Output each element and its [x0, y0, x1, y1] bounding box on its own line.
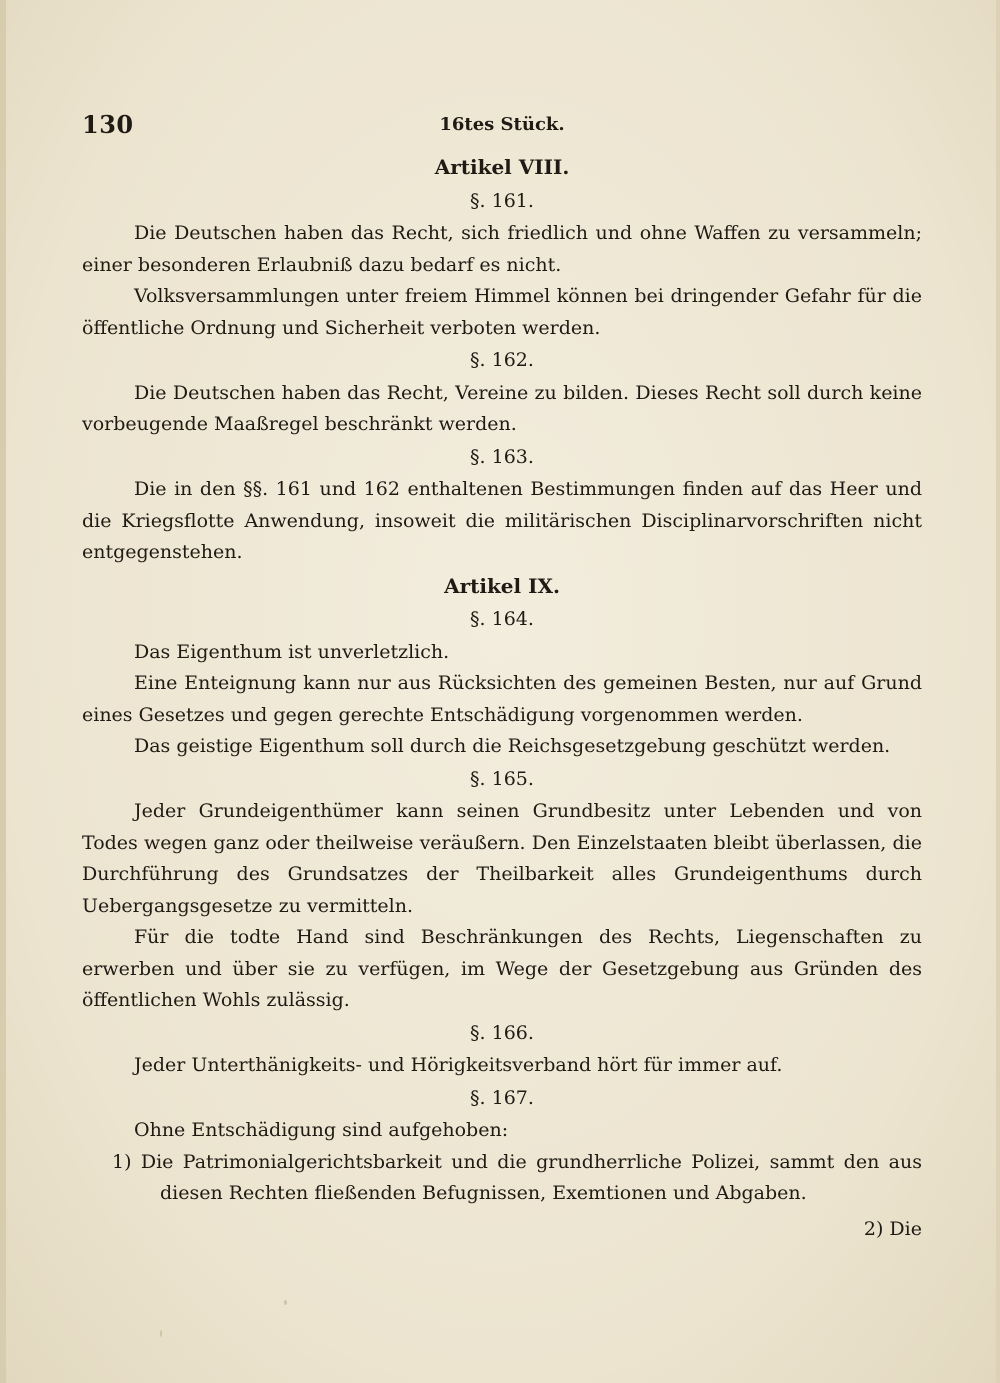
paragraph: Jeder Unterthänigkeits- und Hörigkeitsverband hört für immer auf.	[134, 1054, 783, 1076]
section-heading: §. 163.	[470, 445, 534, 468]
section-heading: §. 166.	[470, 1021, 534, 1044]
paragraph: Das geistige Eigenthum soll durch die Reichsgesetzgebung geschützt werden.	[134, 735, 891, 757]
section-heading: §. 162.	[470, 349, 534, 371]
running-head: 16tes Stück.	[439, 114, 565, 135]
paragraph: Ohne Entschädigung sind aufgehoben:	[134, 1119, 509, 1141]
page-number: 130	[82, 110, 134, 139]
paragraph: Die in den §§. 161 und 162 enthaltenen Bestimmungen finden auf das Heer und die Kriegsflotte Anwendung, insoweit die militärischen Disciplinarvorschriften nicht entgegenstehen.	[82, 478, 922, 563]
article-heading: Artikel IX.	[444, 573, 560, 598]
page-edge-left	[0, 0, 6, 1383]
catchword: 2) Die	[863, 1217, 922, 1240]
paragraph: Die Deutschen haben das Recht, sich friedlich und ohne Waffen zu versammeln; einer besonderen Erlaubniß dazu bedarf es nicht.	[82, 222, 922, 276]
article-heading: Artikel VIII.	[434, 155, 570, 179]
paragraph: Jeder Grundeigenthümer kann seinen Grundbesitz unter Lebenden und von Todes wegen ganz oder theilweise veräußern. Den Einzelstaaten bleibt überlassen, die Durchführung des Grundsatzes der Theilbarkeit alles Grundeigenthums durch Uebergangsgesetze zu vermitteln.	[82, 800, 922, 917]
section-heading: §. 165.	[470, 767, 534, 790]
section-heading: §. 161.	[470, 189, 534, 212]
section-heading: §. 167.	[470, 1086, 534, 1109]
paragraph: Für die todte Hand sind Beschränkungen des Rechts, Liegenschaften zu erwerben und über sie zu verfügen, im Wege der Gesetzgebung aus Gründen des öffentlichen Wohls zulässig.	[82, 926, 922, 1011]
paragraph: Volksversammlungen unter freiem Himmel können bei dringender Gefahr für die öffentliche Ordnung und Sicherheit verboten werden.	[82, 285, 922, 339]
paragraph: Das Eigenthum ist unverletzlich.	[134, 640, 450, 663]
paper-speck	[284, 1300, 287, 1305]
section-heading: §. 164.	[470, 608, 534, 630]
paper-speck	[160, 1330, 162, 1337]
paragraph: Eine Enteignung kann nur aus Rücksichten des gemeinen Besten, nur auf Grund eines Gesetzes und gegen gerechte Entschädigung vorgenommen werden.	[82, 672, 922, 726]
paragraph: Die Deutschen haben das Recht, Vereine zu bilden. Dieses Recht soll durch keine vorbeugende Maaßregel beschränkt werden.	[82, 381, 922, 435]
page-header	[82, 110, 922, 142]
page-body	[82, 150, 922, 1245]
page-edge-right	[996, 0, 1000, 1383]
list-item: 1) Die Patrimonialgerichtsbarkeit und die grundherrliche Polizei, sammt den aus diesen Rechten fließenden Befugnissen, Exemtionen und Abgaben.	[112, 1150, 922, 1204]
